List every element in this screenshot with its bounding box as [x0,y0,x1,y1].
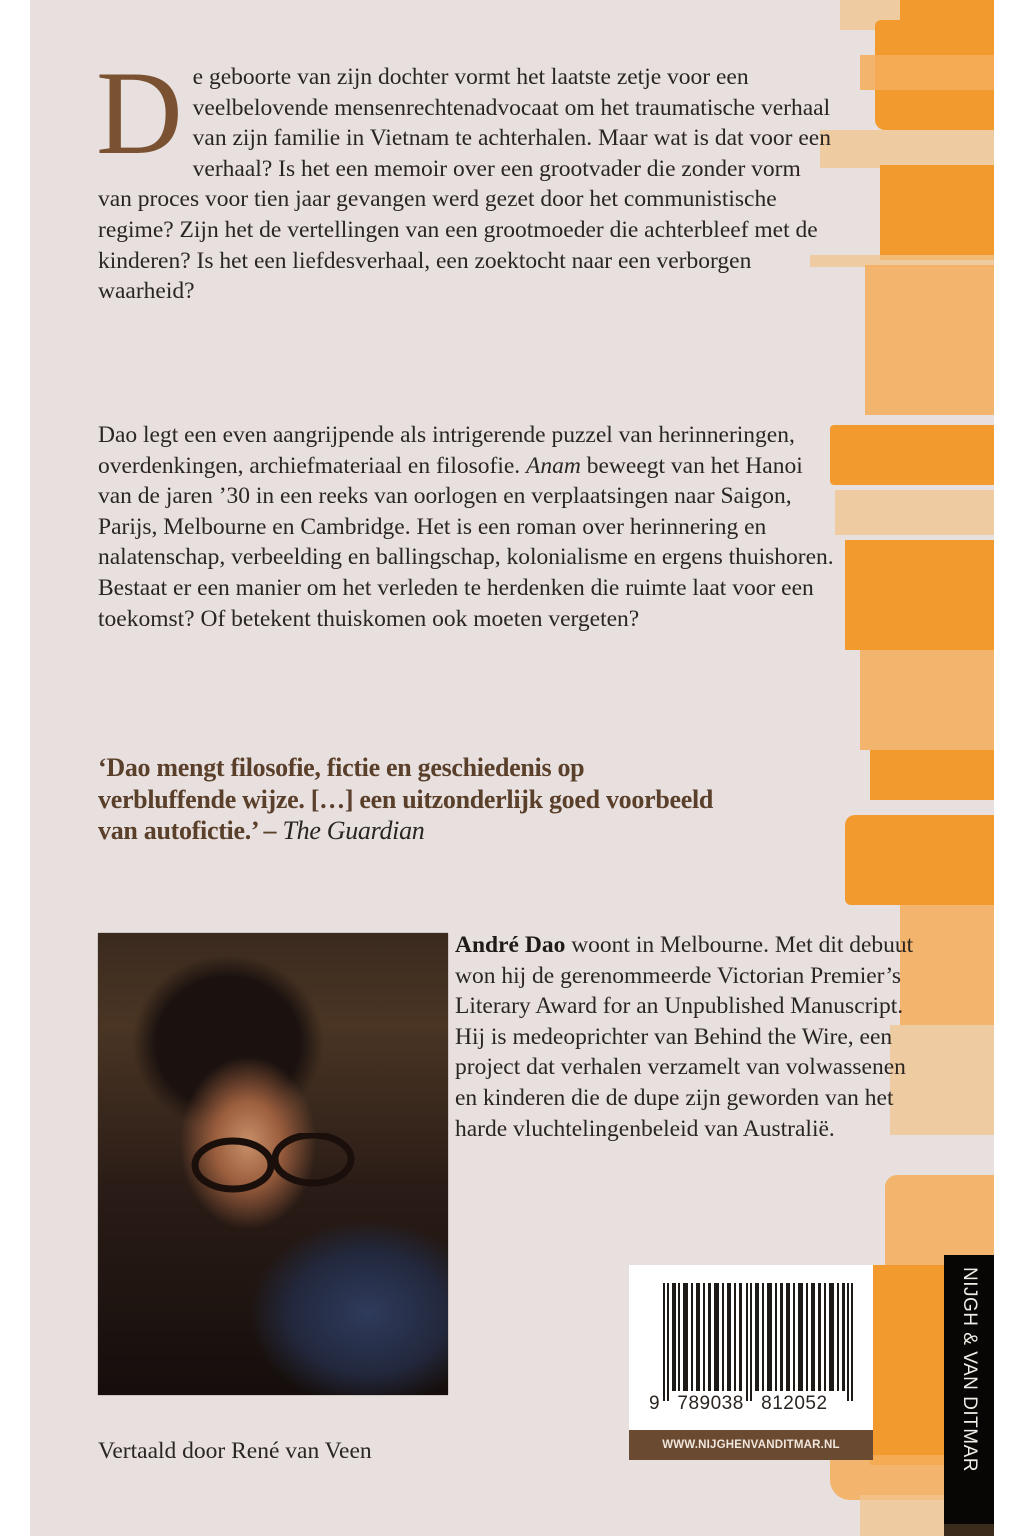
author-photo [98,933,448,1395]
blurb-paragraph-1 [96,46,838,307]
barcode-icon [663,1283,853,1401]
publisher-spine-label [944,1255,994,1536]
isbn-barcode [629,1265,873,1430]
spine-band [944,1524,994,1536]
translator-credit: Vertaald door René van Veen [98,1438,372,1464]
blurb-paragraph-2-start: Dao legt een even aangrijpende als intrigerende puzzel van herinneringen, overdenkingen, archiefmateriaal en filosofie. [98,422,795,479]
blurb-paragraph-2 [98,420,838,634]
blurb-paragraph-2-rest: beweegt van het Hanoi van de jaren ’30 in een reeks van oorlogen en verplaatsingen naar Saigon, Parijs, Melbourne en Cambridge. Het is een roman over herinnering en nalatenschap, verbeelding en ballingschap, kolonialisme en ergens thuishoren. Bestaat er een manier om het verleden te herdenken die ruimte laat voor een toekomst? Of betekent thuiskomen ook moeten vergeten? [98,452,834,632]
author-name: André Dao [455,932,566,958]
isbn-number: 9 789038 812052 [649,1393,828,1414]
book-title-italic: Anam [526,452,581,479]
drop-cap: D [96,46,183,179]
blurb-paragraph-1-text: e geboorte van zijn dochter vormt het laatste zetje voor een veelbelovende mensenrechtenadvocaat om het traumatische verhaal van zijn familie in Vietnam te achterhalen. Maar wat is dat voor een verhaal? Is het een memoir over een grootvader die zonder vorm van proces voor tien jaar gevangen werd gezet door het communistische regime? Zijn het de vertellingen van een grootmoeder die achterbleef met de kinderen? Is het een liefdesverhaal, een zoektocht naar een verborgen waarheid? [98,64,831,305]
publisher-name: NIJGH & VAN DITMAR [959,1267,980,1472]
publisher-url: WWW.NIJGHENVANDITMAR.NL [629,1430,873,1460]
glasses-shape [188,1133,358,1193]
author-bio-text: woont in Melbourne. Met dit debuut won hij de gerenommeerde Victorian Premier’s Literary Award for an Unpublished Manuscript. Hij is medeoprichter van Behind the Wire, een project dat verhalen verzamelt van volwassenen en kinderen die de dupe zijn geworden van het harde vluchtelingenbeleid van Australië. [455,932,914,1142]
book-back-cover [30,0,994,1536]
review-quote-text: ‘Dao mengt filosofie, fictie en geschiedenis op verbluffende wijze. […] een uitzonderlijk goed voorbeeld van autofictie.’ – [98,753,714,845]
author-bio [455,930,915,1144]
review-quote-source: The Guardian [282,816,425,845]
review-quote [98,752,718,847]
